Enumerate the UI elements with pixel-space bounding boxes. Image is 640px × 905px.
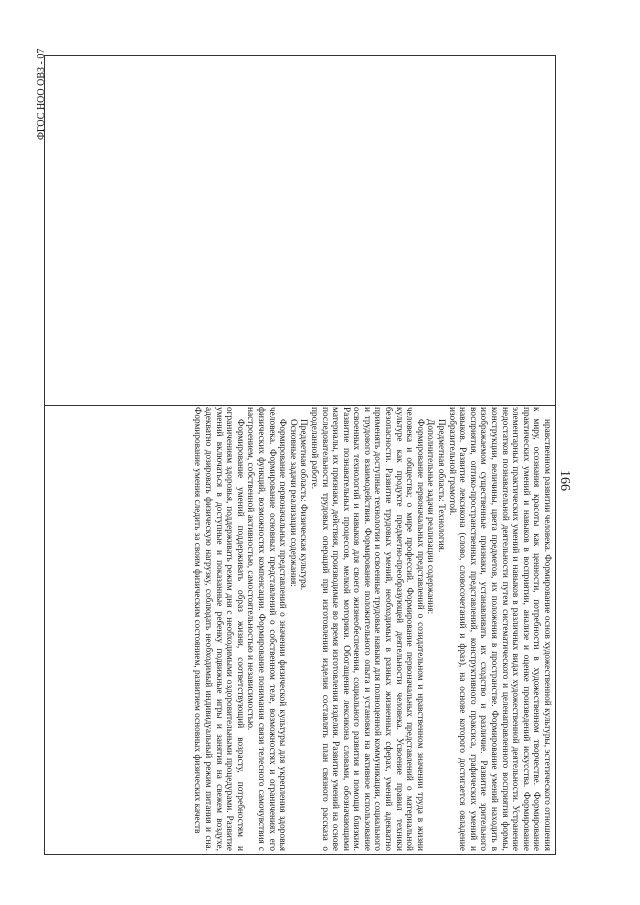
paragraph-physical-culture-2: Формирование умений поддерживать образ жизни, соответствующий возрасту, потребностям и ограничениям здоровья, поддерживать режим дня с необходимыми оздоровительными процедурами. Развитие умений включаться в доступные и показанные ребенку подвижные игры и занятия на свежем воздухе, адекватно дозировать физическую нагрузку, соблюдать необходимый индивидуальный режим питания и сна. Формирование умения следить за своим физическим состоянием, развитием основных физических качеств [192,407,245,851]
paragraph-technology-tasks: Формирование первоначальных представлений о созидательном и нравственном значении труда в жизни человека и общества; о мире профессий. Формирование первоначальных представлений о материальной культуре как продукте предметно-преобразующей деятельности человека. Усвоение правил техники безопасности. Развитие трудовых умений, необходимых в разных жизненных сферах, умений адекватно применять доступные технологии и освоенные трудовые навыки для полноценной коммуникации, социального и трудового взаимодействия. Формирование положительного опыта и установки на активное использование освоенных технологий и навыков для своего жизнеобеспечения, социального развития и помощи близким. Развитие познавательных процессов, мелкой моторики. Обогащение лексикона словами, обозначающими материалы, их признаки, действия, производимые во время изготовления изделия. Развитие умений на основе последовательности трудовых операций при изготовлении изделия составлять план связного рассказа о проделанной работе. [308,407,425,851]
paragraph-physical-culture-1: Формирование первоначальных представлений о значении физической культуры для укрепления здоровья человека. Формирование основных представлений о собственном теле, возможностях и ограничениях его физических функций, возможностях компенсации. Формирование понимания связи телесного самочувствия с настроением, собственной активностью, самостоятельностью и независимостью. [245,407,288,851]
page-number-text: 166 [557,470,572,491]
subject-area-technology-heading: Предметная область: Технология. [436,419,447,553]
paragraph-art-continuation: нравственном развитии человека. Формирование основ художественной культуры, эстетического отношения к миру, осознания красоты как ценности, потребности в художественном творчестве. Формирование практических умений и навыков в восприятии, анализе и оценке произведений искусства. Формирование элементарных практических умений и навыков в различных видах художественной деятельности. Устранение недостатков познавательной деятельности путем систематического и целенаправленного восприятия формы, конструкции, величины, цвета предметов, их положения в пространстве. Формирование умений находить в изображаемом существенные признаки, устанавливать их сходство и различие. Развитие зрительного восприятия, оптико-пространственных представлений, конструктивного праксиса, графических умений и навыков. Развитие лексикона (слово, словосочетаний и фраз), на основе которого достигается овладение изобразительной грамотой. [446,407,552,851]
additional-tasks-heading: Дополнительные задачи реализации содержания: [425,419,436,615]
table-row-divider [44,405,556,406]
table-cell-content [192,407,552,851]
page-number [557,440,602,491]
document-code-text: ФГОС НОО ОВЗ - 07 [36,48,47,140]
main-tasks-heading: Основные задачи реализации содержания: [287,419,298,587]
subject-area-physical-culture-heading: Предметная область: Физическая культура. [298,419,309,591]
